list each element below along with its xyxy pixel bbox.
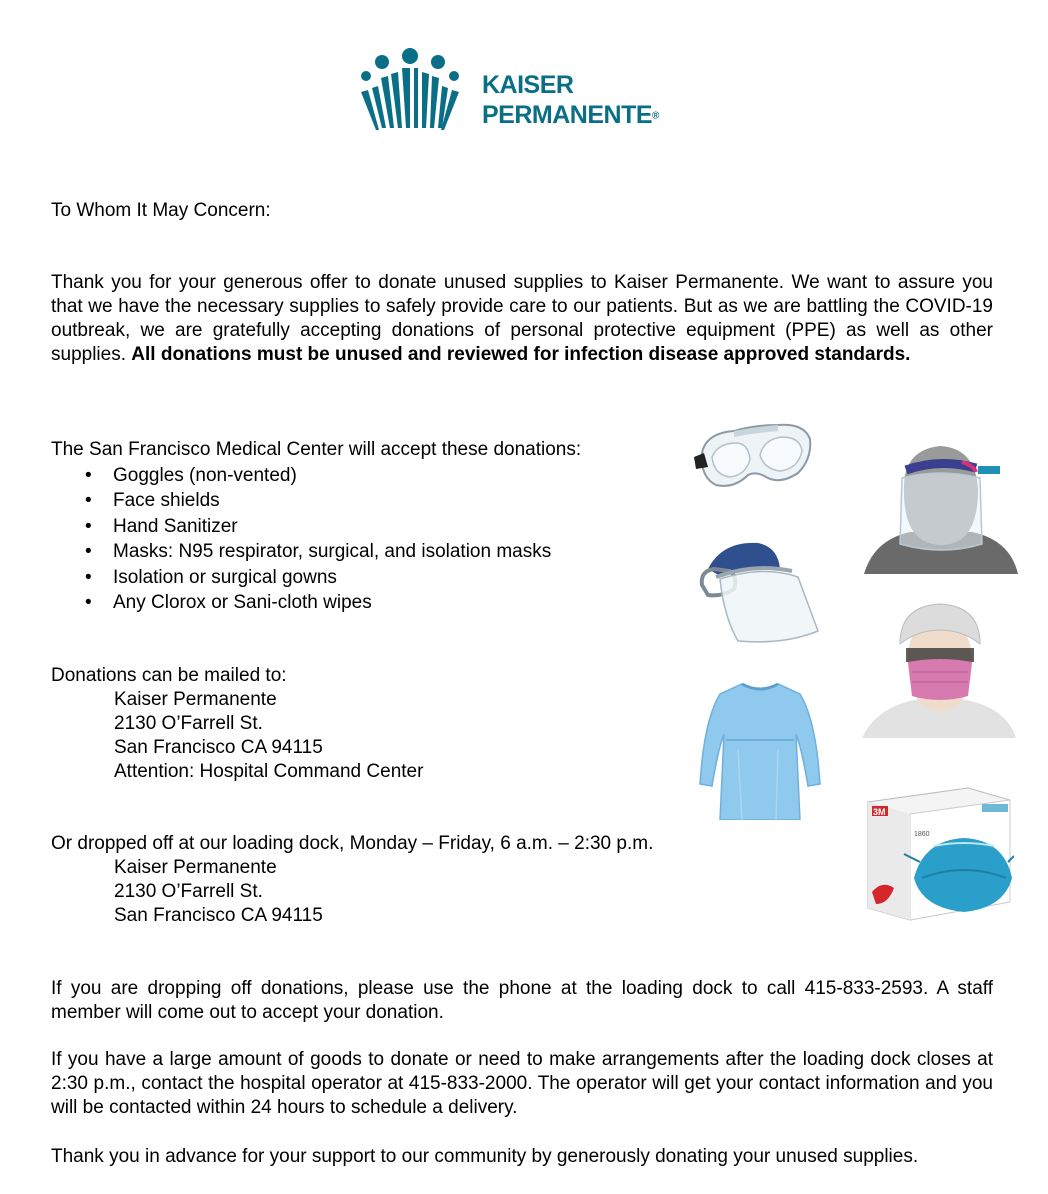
face-shield-image	[694, 537, 822, 647]
logo-wordmark	[482, 70, 659, 131]
registered-mark: ®	[652, 110, 659, 122]
list-item: • Masks: N95 respirator, surgical, and isolation masks	[51, 539, 551, 564]
mail-address-line: Attention: Hospital Command Center	[114, 761, 424, 782]
kaiser-figures-logo-icon	[358, 48, 462, 132]
n95-respirator-box-image	[864, 784, 1014, 924]
intro-bold-requirement: All donations must be unused and reviewed for infection disease approved standards.	[131, 344, 911, 365]
box-model-label: 1860	[914, 831, 930, 838]
isolation-gown-image	[698, 680, 822, 820]
dropoff-address	[114, 856, 323, 928]
accept-heading: The San Francisco Medical Center will accept these donations:	[51, 439, 582, 460]
phone-paragraph: If you are dropping off donations, please use the phone at the loading dock to call 415-833-2593. A staff member will come out to accept your donation.	[51, 978, 993, 1023]
kaiser-logo	[358, 48, 698, 136]
logo-line-kaiser: KAISER	[482, 71, 574, 99]
dropoff-address-line: Kaiser Permanente	[114, 857, 277, 878]
list-item: • Goggles (non-vented)	[51, 463, 551, 488]
mail-address-line: San Francisco CA 94115	[114, 737, 323, 758]
surgical-mask-worn-image	[862, 600, 1016, 738]
dropoff-address-line: 2130 O’Farrell St.	[114, 881, 263, 902]
list-item: • Face shields	[51, 488, 551, 513]
list-item: • Isolation or surgical gowns	[51, 565, 551, 590]
mail-address-line: Kaiser Permanente	[114, 689, 277, 710]
dropoff-heading: Or dropped off at our loading dock, Monday – Friday, 6 a.m. – 2:30 p.m.	[51, 833, 654, 854]
mail-address-line: 2130 O’Farrell St.	[114, 713, 263, 734]
mail-address	[114, 688, 423, 784]
salutation: To Whom It May Concern:	[51, 200, 271, 221]
list-item: • Any Clorox or Sani-cloth wipes	[51, 590, 551, 615]
goggles-image	[694, 415, 814, 495]
accepted-items-list	[51, 463, 551, 615]
face-shield-worn-image	[864, 432, 1018, 574]
closing-line: Thank you in advance for your support to our community by generously donating your unused supplies.	[51, 1146, 919, 1167]
dropoff-address-line: San Francisco CA 94115	[114, 905, 323, 926]
large-donation-paragraph: If you have a large amount of goods to donate or need to make arrangements after the loading dock closes at 2:30 p.m., contact the hospital operator at 415-833-2000. The operator will get your contact information and you will be contacted within 24 hours to schedule a delivery.	[51, 1049, 993, 1118]
logo-permanente-text: PERMANENTE	[482, 101, 653, 129]
intro-paragraph	[51, 271, 993, 367]
mail-heading: Donations can be mailed to:	[51, 665, 287, 686]
intro-text: Thank you for your generous offer to donate unused supplies to Kaiser Permanente. We want to assure you that we have the necessary supplies to safely provide care to our patients. But as we are battling the COVID-19 outbreak, we are gratefully accepting donations of personal protective equipment (PPE) as well as other supplies.	[51, 272, 993, 365]
list-item: • Hand Sanitizer	[51, 514, 551, 539]
box-brand-label: 3M	[873, 807, 886, 817]
logo-line-permanente	[482, 100, 659, 131]
